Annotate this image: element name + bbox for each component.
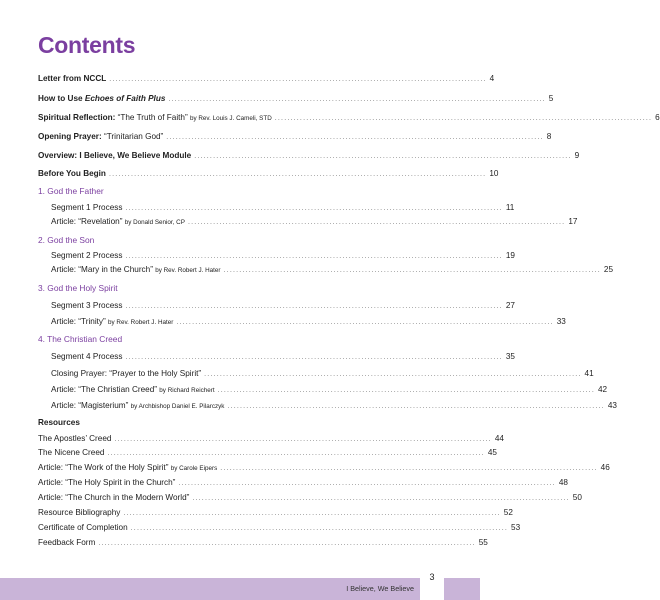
toc-page-number: 48 xyxy=(558,478,568,487)
toc-page-number: 11 xyxy=(505,203,515,212)
toc-entry[interactable] xyxy=(51,316,566,328)
toc-page-number: 27 xyxy=(505,301,515,310)
toc-entry-label: Segment 2 Process xyxy=(51,251,123,260)
toc-entry-label: Segment 3 Process xyxy=(51,301,123,310)
toc-page-number: 46 xyxy=(600,463,610,472)
toc-entry-letter[interactable] xyxy=(38,73,495,85)
page-number: 3 xyxy=(429,572,435,582)
toc-entry-label: The Nicene Creed xyxy=(38,448,105,457)
toc-page-number: 33 xyxy=(556,317,566,326)
section-heading: 4. The Christian Creed xyxy=(38,334,123,344)
page-title: Contents xyxy=(38,32,136,58)
toc-page-number: 5 xyxy=(548,94,554,103)
toc-page-number: 43 xyxy=(607,401,617,410)
toc-entry[interactable] xyxy=(51,384,608,396)
toc-entry-label: Segment 4 Process xyxy=(51,352,123,361)
toc-entry[interactable] xyxy=(38,447,497,459)
author-credit: by Rev. Robert J. Hater xyxy=(108,319,174,326)
dot-leader: ........................................................................................................................ xyxy=(125,253,503,260)
dot-leader: ........................................................................................................................ xyxy=(220,465,598,472)
toc-entry-label: Overview: I Believe, We Believe Module xyxy=(38,151,192,160)
toc-entry-label: Resource Bibliography xyxy=(38,508,121,517)
toc-entry-label: Article: “The Holy Spirit in the Church” xyxy=(38,478,176,487)
toc-page-number: 53 xyxy=(511,523,521,532)
toc-page-number: 41 xyxy=(584,369,594,378)
toc-entry[interactable] xyxy=(51,216,578,228)
toc-entry[interactable] xyxy=(51,250,515,262)
toc-entry[interactable] xyxy=(38,462,610,474)
toc-entry-label: Article: “Magisterium” by Archbishop Daniel E. Pilarczyk xyxy=(51,401,225,410)
toc-page-number: 45 xyxy=(487,448,497,457)
toc-page-number: 50 xyxy=(572,493,582,502)
toc-entry-label: Before You Begin xyxy=(38,169,106,178)
toc-entry-overview[interactable] xyxy=(38,150,580,162)
toc-page-number: 9 xyxy=(574,151,580,160)
toc-entry-label: Article: “Trinity” by Rev. Robert J. Hater xyxy=(51,317,174,326)
toc-entry[interactable] xyxy=(51,400,617,412)
toc-page-number: 6 xyxy=(655,113,660,122)
toc-entry[interactable] xyxy=(38,507,513,519)
dot-leader: ........................................................................................................................ xyxy=(187,219,566,226)
toc-entry[interactable] xyxy=(38,477,568,489)
dot-leader: ........................................................................................................................ xyxy=(125,354,503,361)
footer-module-title: I Believe, We Believe xyxy=(346,584,414,593)
toc-page-number: 35 xyxy=(505,352,515,361)
dot-leader: ........................................................................................................................ xyxy=(108,171,487,178)
toc-page-number: 4 xyxy=(489,74,495,83)
dot-leader: ........................................................................................................................ xyxy=(204,371,582,378)
author-credit: by Carole Eipers xyxy=(170,465,218,472)
dot-leader: ........................................................................................................................ xyxy=(274,115,653,122)
dot-leader: ........................................................................................................................ xyxy=(125,205,503,212)
section-heading: 3. God the Holy Spirit xyxy=(38,283,118,293)
dot-leader: ........................................................................................................................ xyxy=(125,303,503,310)
author-credit: by Rev. Louis J. Cameli, STD xyxy=(189,115,272,122)
toc-entry[interactable] xyxy=(38,537,488,549)
dot-leader: ........................................................................................................................ xyxy=(109,76,487,83)
dot-leader: ........................................................................................................................ xyxy=(98,540,476,547)
dot-leader: ........................................................................................................................ xyxy=(178,480,556,487)
toc-entry-label: Letter from NCCL xyxy=(38,74,107,83)
dot-leader: ........................................................................................................................ xyxy=(130,525,509,532)
toc-entry[interactable] xyxy=(51,351,515,363)
toc-entry-label: Article: “The Church in the Modern World” xyxy=(38,493,190,502)
toc-entry-spiritual-reflection[interactable] xyxy=(38,112,660,124)
toc-entry-label: How to Use Echoes of Faith Plus xyxy=(38,94,166,103)
toc-entry-label: Spiritual Reflection: “The Truth of Faith” by Rev. Louis J. Cameli, STD xyxy=(38,113,272,122)
toc-page-number: 44 xyxy=(494,434,504,443)
toc-entry[interactable] xyxy=(38,522,521,534)
author-credit: by Donald Senior, CP xyxy=(124,219,185,226)
toc-entry[interactable] xyxy=(51,300,515,312)
toc-entry[interactable] xyxy=(51,202,515,214)
toc-entry-label: Article: “The Work of the Holy Spirit” by Carole Eipers xyxy=(38,463,218,472)
dot-leader: ........................................................................................................................ xyxy=(114,436,492,443)
dot-leader: ........................................................................................................................ xyxy=(168,96,546,103)
toc-entry[interactable] xyxy=(38,433,504,445)
toc-entry[interactable] xyxy=(51,264,614,276)
toc-entry-label: Article: “The Christian Creed” by Richard Reichert xyxy=(51,385,215,394)
toc-entry-opening-prayer[interactable] xyxy=(38,131,552,143)
dot-leader: ........................................................................................................................ xyxy=(223,267,601,274)
toc-entry-label: Article: “Mary in the Church” by Rev. Robert J. Hater xyxy=(51,265,221,274)
toc-entry[interactable] xyxy=(51,368,594,380)
resources-heading: Resources xyxy=(38,418,80,427)
toc-entry-label: Feedback Form xyxy=(38,538,96,547)
toc-entry-before-you-begin[interactable] xyxy=(38,168,499,180)
toc-page-number: 55 xyxy=(478,538,488,547)
section-heading: 1. God the Father xyxy=(38,186,104,196)
toc-entry-label: Certificate of Completion xyxy=(38,523,128,532)
toc-page-number: 19 xyxy=(505,251,515,260)
dot-leader: ........................................................................................................................ xyxy=(166,134,544,141)
toc-page-number: 17 xyxy=(568,217,578,226)
dot-leader: ........................................................................................................................ xyxy=(194,153,572,160)
toc-page-number: 8 xyxy=(546,132,552,141)
toc-page-number: 42 xyxy=(597,385,608,394)
dot-leader: ........................................................................................................................ xyxy=(217,387,595,394)
toc-entry[interactable] xyxy=(38,492,582,504)
toc-page-number: 52 xyxy=(503,508,513,517)
toc-entry-how-to-use[interactable] xyxy=(38,93,554,105)
toc-entry-label: The Apostles’ Creed xyxy=(38,434,112,443)
toc-page-number: 10 xyxy=(489,169,499,178)
author-credit: by Rev. Robert J. Hater xyxy=(155,267,221,274)
dot-leader: ........................................................................................................................ xyxy=(123,510,501,517)
toc-entry-label: Opening Prayer: “Trinitarian God” xyxy=(38,132,164,141)
toc-entry-label: Article: “Revelation” by Donald Senior, CP xyxy=(51,217,185,226)
author-credit: by Archbishop Daniel E. Pilarczyk xyxy=(130,403,225,410)
toc-page-number: 25 xyxy=(603,265,614,274)
toc-entry-label: Segment 1 Process xyxy=(51,203,123,212)
dot-leader: ........................................................................................................................ xyxy=(176,319,554,326)
dot-leader: ........................................................................................................................ xyxy=(227,403,605,410)
dot-leader: ........................................................................................................................ xyxy=(192,495,570,502)
toc-entry-label: Closing Prayer: “Prayer to the Holy Spirit” xyxy=(51,369,202,378)
section-heading: 2. God the Son xyxy=(38,235,95,245)
author-credit: by Richard Reichert xyxy=(159,387,215,394)
dot-leader: ........................................................................................................................ xyxy=(107,450,485,457)
